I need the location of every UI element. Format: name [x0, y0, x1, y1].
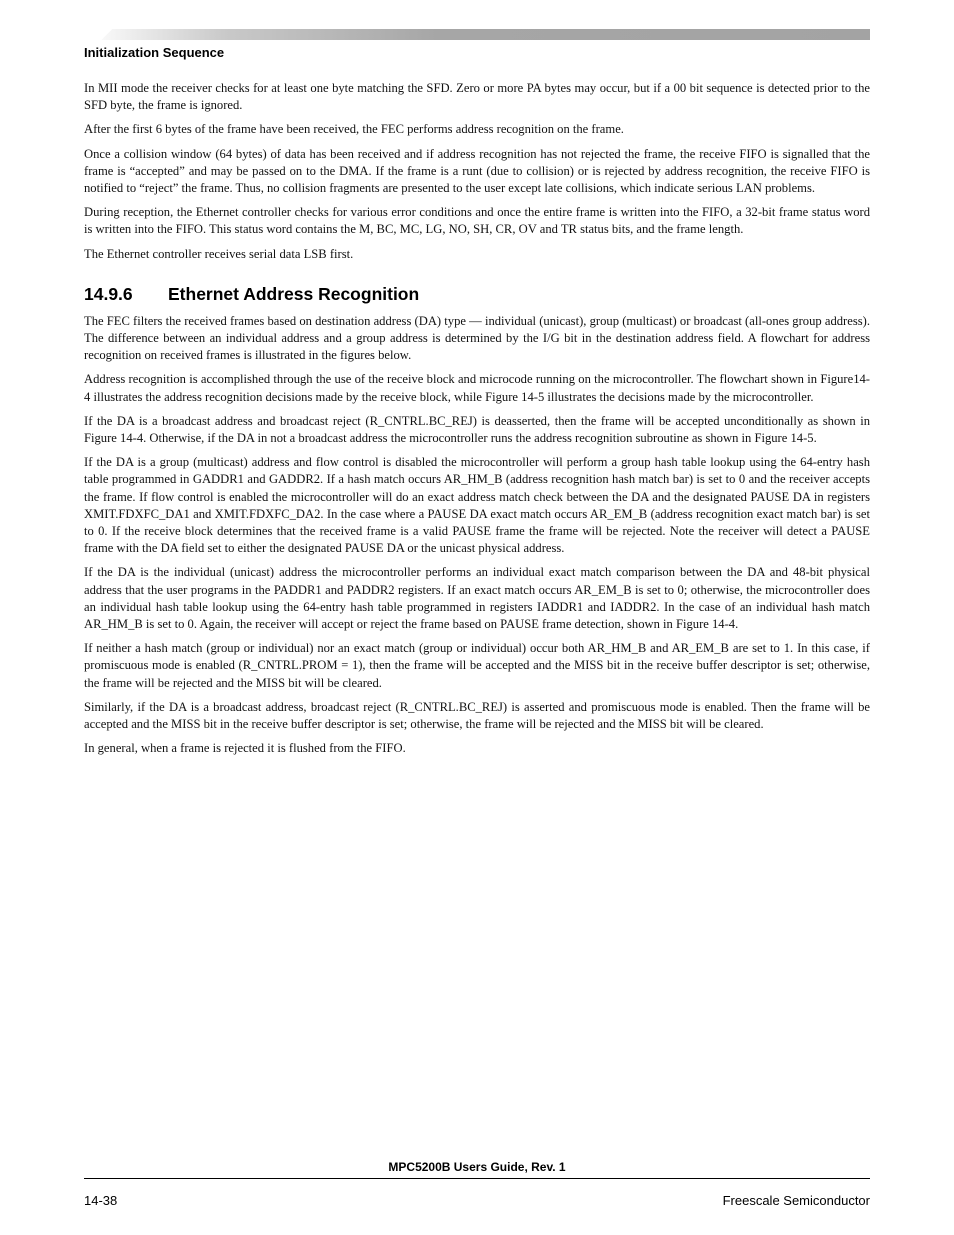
body-paragraph: If the DA is a group (multicast) address and flow control is disabled the microcontroller will perform a group hash table lookup using the 64-entry hash table programmed in GADDR1 and GADDR2. If a hash match occurs AR_HM_B (address recognition hash match bar) is set to 0 and the receiver accepts the frame. If flow control is enabled the microcontroller will do an exact address match check between the DA and the designated PAUSE DA in registers XMIT.FDXFC_DA1 and XMIT.FDXFC_DA2. In the case where a PAUSE DA exact match occurs AR_EM_B (address recognition exact match bar) is set to 0. If the receive block determines that the received frame is a valid PAUSE frame the frame will be rejected. Note the receiver will detect a PAUSE frame with the DA field set to either the designated PAUSE DA or the unicast physical address.	[84, 455, 870, 556]
header-bar-slant	[84, 29, 124, 40]
footer-company: Freescale Semiconductor	[722, 1193, 870, 1208]
footer-page-number: 14-38	[84, 1193, 118, 1208]
body-paragraph: In general, when a frame is rejected it is flushed from the FIFO.	[84, 741, 406, 756]
body-paragraph: If neither a hash match (group or individual) nor an exact match (group or individual) occur both AR_HM_B and AR_EM_B are set to 1. In this case, if promiscuous mode is enabled (R_CNTRL.PROM = 1), then the frame will be accepted and the MISS bit in the receive buffer descriptor is set; otherwise, the frame will be rejected and the MISS bit will be cleared.	[84, 641, 870, 690]
running-header-title: Initialization Sequence	[84, 45, 225, 60]
footer-document-title: MPC5200B Users Guide, Rev. 1	[388, 1160, 566, 1174]
footer-divider	[84, 1178, 870, 1179]
body-paragraph: The FEC filters the received frames based on destination address (DA) type — individual (unicast), group (multicast) or broadcast (all-ones group address). The difference between an individual address and a group address is determined by the I/G bit in the destination address field. A flowchart for address recognition on received frames is illustrated in the figures below.	[84, 313, 870, 363]
page-body	[84, 80, 870, 765]
header-decorative-bar	[84, 29, 870, 40]
body-paragraph: Similarly, if the DA is a broadcast address, broadcast reject (R_CNTRL.BC_REJ) is asserted and promiscuous mode is enabled. Then the frame will be accepted and the MISS bit in the receive buffer descriptor is set; otherwise, the frame will be rejected and the MISS bit will be cleared.	[84, 699, 870, 732]
body-paragraph: If the DA is a broadcast address and broadcast reject (R_CNTRL.BC_REJ) is deasserted, then the frame will be accepted unconditionally as shown in Figure 14-4. Otherwise, if the DA in not a broadcast address the microcontroller runs the address recognition subroutine as shown in Figure 14-5.	[84, 413, 870, 446]
body-paragraph: After the first 6 bytes of the frame have been received, the FEC performs address recognition on the frame.	[84, 122, 624, 137]
body-paragraph: The Ethernet controller receives serial data LSB first.	[84, 246, 354, 261]
body-paragraph: If the DA is the individual (unicast) address the microcontroller performs an individual exact match comparison between the DA and 48-bit physical address that the user programs in the PADDR1 and PADDR2 registers. If an exact match occurs AR_EM_B is set to 0; otherwise, the microcontroller does an individual hash table lookup using the 64-entry hash table programmed in registers IADDR1 and IADDR2. In the case of an individual hash match AR_HM_B is set to 0. Again, the receiver will accept or reject the frame based on PAUSE frame detection, shown in Figure 14-4.	[84, 565, 870, 632]
body-paragraph: In MII mode the receiver checks for at least one byte matching the SFD. Zero or more PA bytes may occur, but if a 00 bit sequence is detected prior to the SFD byte, the frame is ignored.	[84, 81, 870, 113]
body-paragraph: Once a collision window (64 bytes) of data has been received and if address recognition has not rejected the frame, the receive FIFO is signalled that the frame is “accepted” and may be passed on to the DMA. If the frame is a runt (due to collision) or is rejected by address recognition, the receive FIFO is notified to “reject” the frame. Thus, no collision fragments are presented to the user except late collisions, which indicate serious LAN problems.	[84, 146, 870, 196]
body-paragraph: Address recognition is accomplished through the use of the receive block and microcode running on the microcontroller. The flowchart shown in Figure14-4 illustrates the address recognition decisions made by the receive block, while Figure 14-5 illustrates the decisions made by the microcontroller.	[84, 372, 870, 404]
section-number: 14.9.6	[84, 283, 133, 304]
section-title: Ethernet Address Recognition	[168, 283, 420, 304]
body-paragraph: During reception, the Ethernet controller checks for various error conditions and once the entire frame is written into the FIFO, a 32-bit frame status word is written into the FIFO. This status word contains the M, BC, MC, LG, NO, SH, CR, OV and TR status bits, and the frame length.	[84, 205, 870, 237]
section-heading	[84, 283, 870, 305]
